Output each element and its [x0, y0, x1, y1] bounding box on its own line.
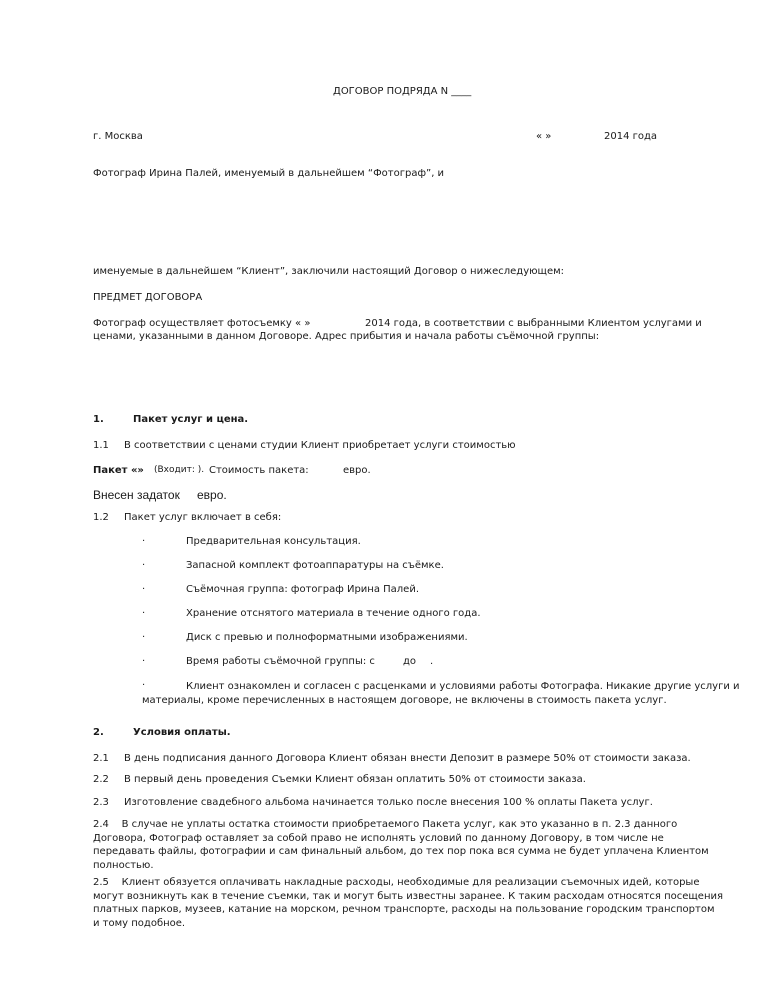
bullet-icon: ·: [142, 632, 146, 643]
document-title: ДОГОВОР ПОДРЯДА N ____: [333, 86, 472, 97]
section1-number: 1.: [93, 414, 104, 425]
clause-2-1-number: 2.1: [93, 753, 109, 764]
package-label: Пакет «»: [93, 465, 144, 476]
city: г. Москва: [93, 131, 143, 142]
time-item-to: до: [403, 656, 417, 667]
list-item-text: Запасной комплект фотоаппаратуры на съёмке.: [186, 560, 444, 571]
clause-2-3-number: 2.3: [93, 797, 109, 808]
clause-2-5: 2.5 Клиент обязуется оплачивать накладные расходы, необходимые для реализации съемочных идей, которые могут возникнуть как в течение съемки, так и могут быть известны заранее. К таким расходам относятся посещения платных парков, музеев, катание на морском, речном транспорте, расходы на пользование городским транспортом и тому подобное.: [93, 877, 727, 929]
subject-text-line2: ценами, указанными в данном Договоре. Адрес прибытия и начала работы съёмочной группы:: [93, 331, 600, 342]
section2-title: Условия оплаты.: [133, 727, 231, 738]
clause-1-2-number: 1.2: [93, 512, 109, 523]
list-item-text: Хранение отснятого материала в течение одного года.: [186, 608, 481, 619]
client-intro-text: именуемые в дальнейшем “Клиент”, заключили настоящий Договор о нижеследующем:: [93, 266, 565, 277]
list-item-text: Съёмочная группа: фотограф Ирина Палей.: [186, 584, 420, 595]
subject-text-part1: Фотограф осуществляет фотосъемку « »: [93, 318, 311, 329]
section1-title: Пакет услуг и цена.: [133, 414, 249, 425]
clause-2-2-number: 2.2: [93, 774, 109, 785]
bullet-icon: ·: [142, 560, 146, 571]
time-item-text: Время работы съёмочной группы: с: [186, 656, 375, 667]
clause-2-2-text: В первый день проведения Съемки Клиент обязан оплатить 50% от стоимости заказа.: [124, 774, 586, 785]
bullet-icon: ·: [142, 536, 146, 547]
clause-1-1-text: В соответствии с ценами студии Клиент приобретает услуги стоимостью: [124, 440, 516, 451]
package-includes: (Входит: ).: [154, 465, 205, 475]
deposit-label: Внесен задаток: [93, 488, 180, 502]
acknowledge-text: Клиент ознакомлен и согласен с расценками и условиями работы Фотографа. Никакие другие услуги и материалы, кроме перечисленных в настоящем договоре, не включены в стоимость пакета услуг.: [142, 681, 740, 706]
clause-1-2-text: Пакет услуг включает в себя:: [124, 512, 282, 523]
bullet-icon: ·: [142, 680, 146, 691]
time-item-end: .: [430, 656, 434, 667]
deposit-currency: евро.: [197, 488, 227, 502]
intro-text: Фотограф Ирина Палей, именуемый в дальнейшем “Фотограф”, и: [93, 168, 445, 179]
bullet-icon: ·: [142, 608, 146, 619]
package-cost-label: Стоимость пакета:: [209, 465, 309, 476]
bullet-icon: ·: [142, 584, 146, 595]
list-item-text: Предварительная консультация.: [186, 536, 361, 547]
clause-2-1-text: В день подписания данного Договора Клиент обязан внести Депозит в размере 50% от стоимости заказа.: [124, 753, 691, 764]
bullet-icon: ·: [142, 656, 146, 667]
subject-heading: ПРЕДМЕТ ДОГОВОРА: [93, 292, 203, 303]
list-item-text: Диск с превью и полноформатными изображениями.: [186, 632, 468, 643]
year: 2014 года: [604, 131, 658, 142]
subject-text-part2: 2014 года, в соответствии с выбранными Клиентом услугами и: [365, 318, 702, 329]
date-quotes: « »: [536, 131, 552, 142]
clause-1-1-number: 1.1: [93, 440, 109, 451]
section2-number: 2.: [93, 727, 104, 738]
package-currency: евро.: [343, 465, 371, 476]
clause-2-4: 2.4 В случае не уплаты остатка стоимости приобретаемого Пакета услуг, как это указанно в п. 2.3 данного Договора, Фотограф оставляет за собой право не исполнять условий по данному Договору, в том числе не передавать файлы, фотографии и сам финальный альбом, до тех пор пока вся сумма не будет уплачена Клиентом полностью.: [93, 819, 712, 871]
clause-2-3-text: Изготовление свадебного альбома начинается только после внесения 100 % оплаты Пакета услуг.: [124, 797, 653, 808]
